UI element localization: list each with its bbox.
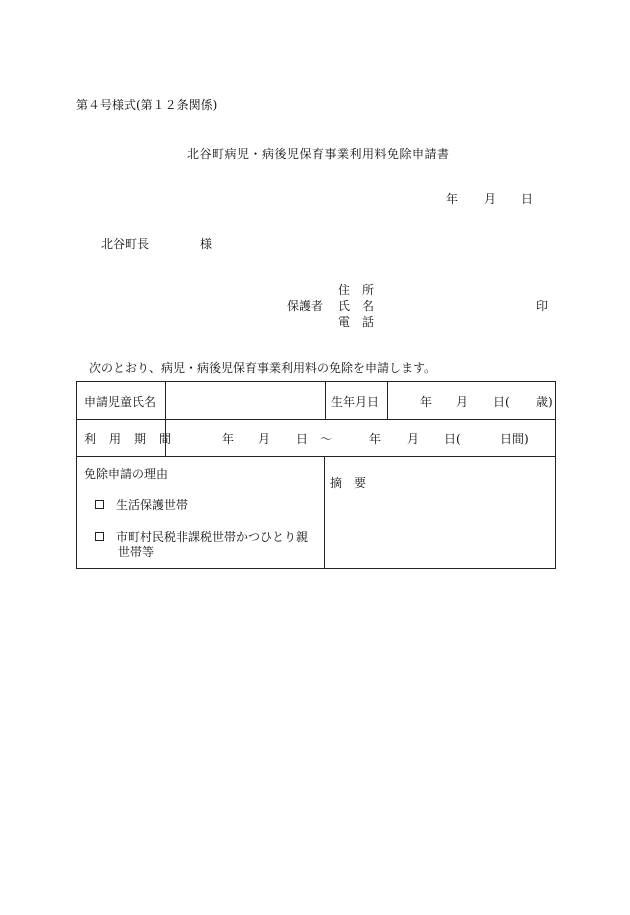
row-divider-2 bbox=[77, 456, 555, 457]
document-title: 北谷町病児・病後児保育事業利用料免除申請書 bbox=[187, 147, 450, 161]
birthdate-value-divider bbox=[387, 382, 388, 419]
period-start-month-label: 月 bbox=[258, 432, 271, 446]
application-statement: 次のとおり、病児・病後児保育事業利用料の免除を申請します。 bbox=[89, 361, 437, 375]
summary-label: 摘 要 bbox=[330, 476, 367, 490]
guardian-phone-label: 電 話 bbox=[338, 315, 375, 329]
child-name-field[interactable] bbox=[173, 386, 319, 414]
seal-mark: 印 bbox=[536, 299, 549, 313]
date-month-label: 月 bbox=[484, 192, 497, 206]
summary-column-divider bbox=[324, 456, 325, 569]
exemption-reason-label: 免除申請の理由 bbox=[84, 467, 169, 481]
birth-day-label: 日( bbox=[493, 395, 510, 409]
period-tilde: 〜 bbox=[320, 432, 333, 446]
reason-option-label: 生活保護世帯 bbox=[116, 498, 189, 512]
reason-option-label: 市町村民税非課税世帯かつひとり親 bbox=[116, 530, 309, 544]
guardian-address-label: 住 所 bbox=[338, 283, 375, 297]
usage-period-label: 利 用 期 間 bbox=[84, 432, 172, 446]
period-end-day-label: 日( bbox=[444, 432, 461, 446]
reason-option-label-continued: 世帯等 bbox=[118, 545, 155, 559]
period-start-day-label: 日 bbox=[296, 432, 309, 446]
guardian-label: 保護者 bbox=[287, 299, 324, 313]
reason-option-welfare[interactable] bbox=[95, 498, 188, 512]
form-number: 第４号様式(第１２条関係) bbox=[76, 98, 218, 112]
birth-month-label: 月 bbox=[456, 395, 469, 409]
application-table bbox=[76, 381, 556, 569]
period-end-year-label: 年 bbox=[369, 432, 382, 446]
date-day-label: 日 bbox=[521, 192, 534, 206]
checkbox-icon[interactable] bbox=[95, 532, 104, 541]
checkbox-icon[interactable] bbox=[95, 500, 104, 509]
period-days-unit-label: 日間) bbox=[500, 432, 529, 446]
birthdate-column-divider bbox=[325, 382, 326, 419]
date-year-label: 年 bbox=[446, 192, 459, 206]
period-end-month-label: 月 bbox=[407, 432, 420, 446]
age-unit-label: 歳) bbox=[536, 395, 553, 409]
reason-option-tax-exempt[interactable] bbox=[95, 530, 308, 544]
birthdate-label: 生年月日 bbox=[331, 395, 380, 409]
period-start-year-label: 年 bbox=[222, 432, 235, 446]
guardian-name-label: 氏 名 bbox=[338, 299, 375, 313]
addressee-honorific: 様 bbox=[200, 237, 213, 251]
birth-year-label: 年 bbox=[420, 395, 433, 409]
addressee-name: 北谷町長 bbox=[101, 237, 150, 251]
row-divider-1 bbox=[77, 419, 555, 420]
child-name-label: 申請児童氏名 bbox=[84, 395, 157, 409]
